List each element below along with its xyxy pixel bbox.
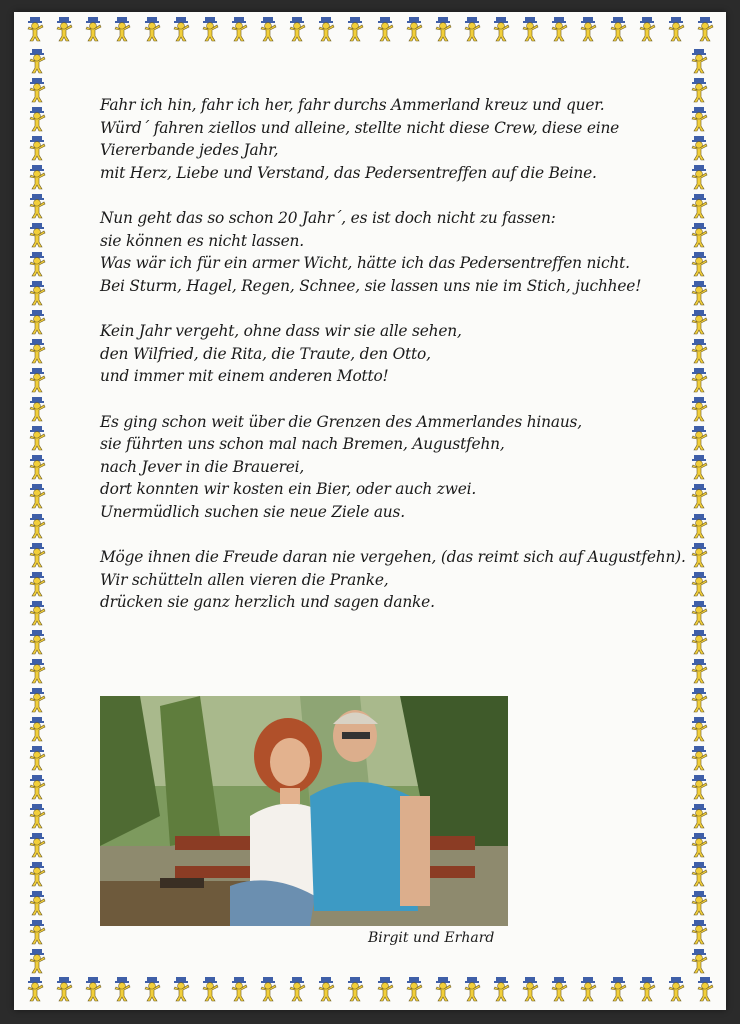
little-man-icon: [26, 193, 48, 219]
little-man-icon: [24, 976, 46, 1002]
little-man-icon: [26, 483, 48, 509]
little-man-icon: [26, 164, 48, 190]
little-man-icon: [111, 976, 133, 1002]
stanza-2: [100, 207, 690, 297]
little-man-icon: [199, 16, 221, 42]
little-man-icon: [607, 976, 629, 1002]
little-man-icon: [344, 16, 366, 42]
little-man-icon: [688, 77, 710, 103]
poem-line: Würd´ fahren ziellos und alleine, stellte nicht diese Crew, diese eine: [100, 118, 620, 137]
decorative-border-right: [688, 48, 716, 974]
poem-line: Nun geht das so schon 20 Jahr´, es ist doch nicht zu fassen:: [100, 209, 556, 227]
little-man-icon: [82, 16, 104, 42]
little-man-icon: [665, 976, 687, 1002]
photo-woman-neck: [280, 788, 300, 804]
little-man-icon: [257, 16, 279, 42]
little-man-icon: [461, 976, 483, 1002]
stanza-1: [100, 94, 690, 184]
photo-man-glasses: [342, 732, 370, 739]
photo-woman-face: [270, 738, 310, 786]
photo-man-arm: [400, 796, 430, 906]
little-man-icon: [26, 48, 48, 74]
little-man-icon: [577, 976, 599, 1002]
little-man-icon: [315, 976, 337, 1002]
little-man-icon: [688, 571, 710, 597]
little-man-icon: [688, 919, 710, 945]
little-man-icon: [490, 976, 512, 1002]
little-man-icon: [688, 542, 710, 568]
little-man-icon: [688, 425, 710, 451]
poem-line: Kein Jahr vergeht, ohne dass wir sie alle sehen,: [100, 322, 462, 340]
little-man-icon: [344, 976, 366, 1002]
little-man-icon: [519, 16, 541, 42]
little-man-icon: [228, 976, 250, 1002]
photo-wallet: [160, 878, 204, 888]
poem-line: Viererbande jedes Jahr,: [100, 141, 279, 159]
little-man-icon: [688, 483, 710, 509]
little-man-icon: [636, 976, 658, 1002]
little-man-icon: [26, 803, 48, 829]
little-man-icon: [26, 77, 48, 103]
little-man-icon: [26, 890, 48, 916]
little-man-icon: [688, 745, 710, 771]
little-man-icon: [688, 948, 710, 974]
little-man-icon: [548, 16, 570, 42]
little-man-icon: [688, 774, 710, 800]
stanza-5: [100, 546, 690, 614]
little-man-icon: [26, 658, 48, 684]
little-man-icon: [53, 16, 75, 42]
poem-line: sie führten uns schon mal nach Bremen, Augustfehn,: [100, 435, 505, 453]
little-man-icon: [170, 16, 192, 42]
little-man-icon: [403, 16, 425, 42]
little-man-icon: [26, 629, 48, 655]
couple-photo: [100, 696, 508, 926]
poem-line: drücken sie ganz herzlich und sagen danke.: [100, 593, 435, 611]
little-man-icon: [688, 716, 710, 742]
little-man-icon: [688, 309, 710, 335]
little-man-icon: [26, 861, 48, 887]
poem-line: und immer mit einem anderen Motto!: [100, 367, 389, 385]
little-man-icon: [607, 16, 629, 42]
little-man-icon: [26, 687, 48, 713]
poem: [100, 94, 690, 637]
little-man-icon: [26, 338, 48, 364]
little-man-icon: [432, 976, 454, 1002]
stanza-3: [100, 320, 690, 388]
little-man-icon: [53, 976, 75, 1002]
little-man-icon: [688, 600, 710, 626]
little-man-icon: [694, 16, 716, 42]
poem-line: sie können es nicht lassen.: [100, 231, 304, 250]
little-man-icon: [26, 832, 48, 858]
little-man-icon: [688, 135, 710, 161]
little-man-icon: [688, 890, 710, 916]
poem-line: Wir schütteln allen vieren die Pranke,: [100, 570, 389, 589]
little-man-icon: [374, 976, 396, 1002]
little-man-icon: [688, 629, 710, 655]
little-man-icon: [688, 280, 710, 306]
little-man-icon: [688, 48, 710, 74]
little-man-icon: [688, 658, 710, 684]
little-man-icon: [26, 745, 48, 771]
little-man-icon: [257, 976, 279, 1002]
little-man-icon: [26, 513, 48, 539]
little-man-icon: [688, 222, 710, 248]
little-man-icon: [26, 919, 48, 945]
decorative-border-top: [24, 16, 716, 44]
poem-line: Möge ihnen die Freude daran nie vergehen, (das reimt sich auf Augustfehn).: [100, 548, 686, 566]
poem-line: dort konnten wir kosten ein Bier, oder auch zwei.: [100, 480, 477, 498]
little-man-icon: [26, 948, 48, 974]
little-man-icon: [688, 338, 710, 364]
little-man-icon: [26, 542, 48, 568]
little-man-icon: [26, 106, 48, 132]
little-man-icon: [26, 600, 48, 626]
little-man-icon: [374, 16, 396, 42]
little-man-icon: [26, 425, 48, 451]
little-man-icon: [26, 396, 48, 422]
little-man-icon: [636, 16, 658, 42]
little-man-icon: [26, 222, 48, 248]
stanza-4: [100, 411, 690, 524]
little-man-icon: [461, 16, 483, 42]
little-man-icon: [26, 571, 48, 597]
photo-caption: Birgit und Erhard: [368, 930, 495, 946]
little-man-icon: [24, 16, 46, 42]
little-man-icon: [26, 309, 48, 335]
little-man-icon: [577, 16, 599, 42]
little-man-icon: [688, 803, 710, 829]
little-man-icon: [199, 976, 221, 1002]
poem-line: mit Herz, Liebe und Verstand, das Pedersentreffen auf die Beine.: [100, 163, 597, 182]
little-man-icon: [688, 687, 710, 713]
decorative-border-left: [26, 48, 54, 974]
little-man-icon: [688, 251, 710, 277]
little-man-icon: [490, 16, 512, 42]
little-man-icon: [26, 454, 48, 480]
poem-line: Was wär ich für ein armer Wicht, hätte ich das Pedersentreffen nicht.: [100, 254, 630, 272]
poem-line: Es ging schon weit über die Grenzen des Ammerlandes hinaus,: [100, 412, 582, 431]
little-man-icon: [141, 16, 163, 42]
decorative-border-bottom: [24, 976, 716, 1004]
little-man-icon: [228, 16, 250, 42]
little-man-icon: [688, 106, 710, 132]
little-man-icon: [688, 396, 710, 422]
little-man-icon: [688, 832, 710, 858]
little-man-icon: [111, 16, 133, 42]
little-man-icon: [688, 861, 710, 887]
poem-line: Unermüdlich suchen sie neue Ziele aus.: [100, 502, 405, 521]
little-man-icon: [548, 976, 570, 1002]
poem-line: den Wilfried, die Rita, die Traute, den Otto,: [100, 344, 431, 363]
little-man-icon: [432, 16, 454, 42]
poem-line: Bei Sturm, Hagel, Regen, Schnee, sie lassen uns nie im Stich, juchhee!: [100, 276, 642, 295]
little-man-icon: [286, 976, 308, 1002]
little-man-icon: [665, 16, 687, 42]
little-man-icon: [26, 716, 48, 742]
little-man-icon: [403, 976, 425, 1002]
little-man-icon: [26, 280, 48, 306]
little-man-icon: [694, 976, 716, 1002]
little-man-icon: [26, 135, 48, 161]
little-man-icon: [688, 513, 710, 539]
little-man-icon: [141, 976, 163, 1002]
poem-line: Fahr ich hin, fahr ich her, fahr durchs Ammerland kreuz und quer.: [100, 96, 605, 114]
photo-illustration: [100, 696, 508, 926]
little-man-icon: [26, 251, 48, 277]
document-page: [14, 12, 726, 1010]
little-man-icon: [26, 367, 48, 393]
little-man-icon: [315, 16, 337, 42]
poem-line: nach Jever in die Brauerei,: [100, 457, 305, 476]
little-man-icon: [286, 16, 308, 42]
little-man-icon: [688, 164, 710, 190]
little-man-icon: [82, 976, 104, 1002]
little-man-icon: [519, 976, 541, 1002]
little-man-icon: [688, 454, 710, 480]
little-man-icon: [688, 367, 710, 393]
little-man-icon: [26, 774, 48, 800]
little-man-icon: [170, 976, 192, 1002]
little-man-icon: [688, 193, 710, 219]
